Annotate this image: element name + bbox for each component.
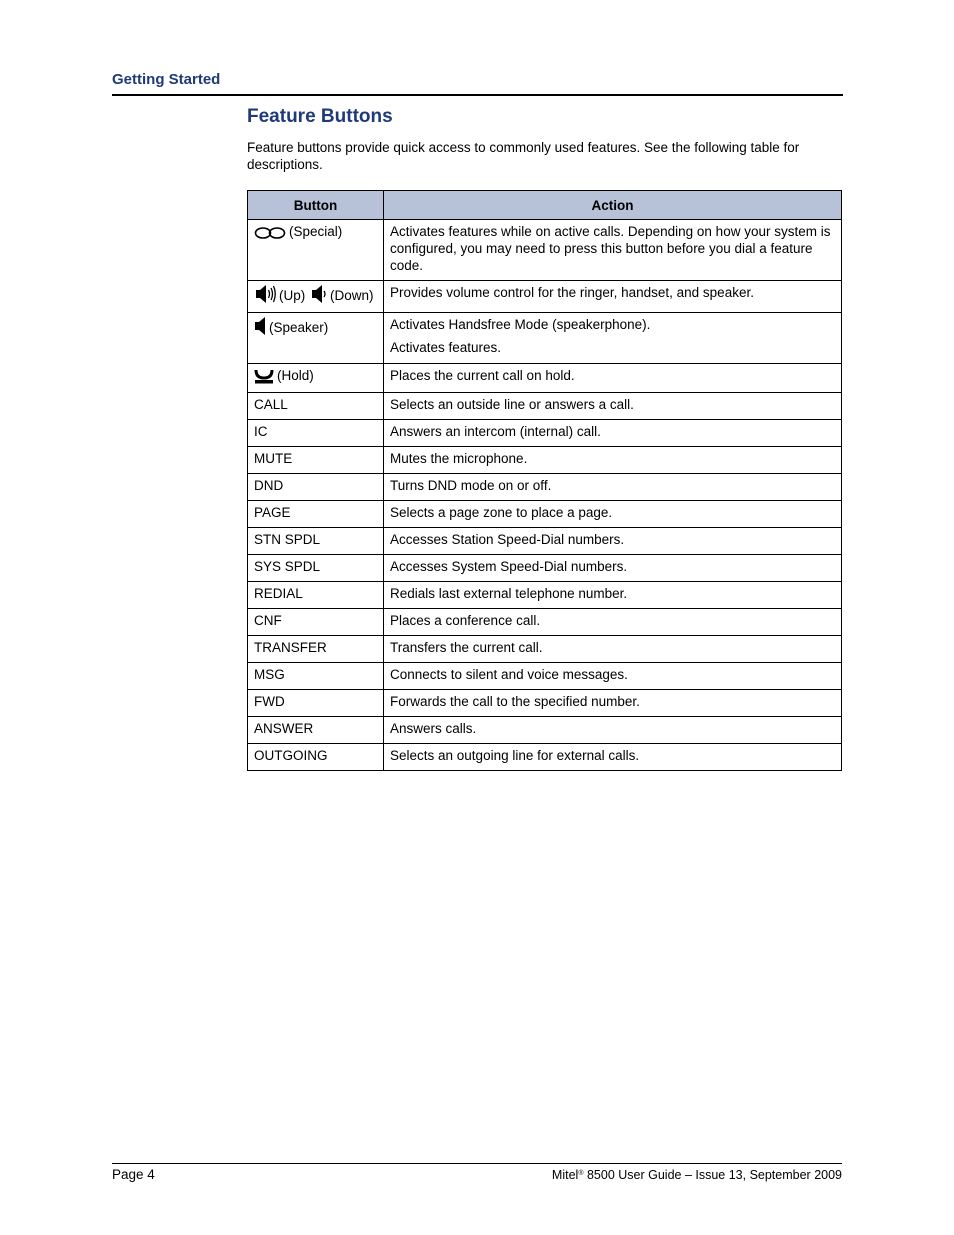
action-cell: Answers an intercom (internal) call. — [384, 420, 842, 447]
table-row — [248, 582, 842, 609]
speaker-icon — [254, 316, 266, 340]
action-cell: Accesses System Speed-Dial numbers. — [384, 555, 842, 582]
button-cell — [248, 220, 384, 281]
feature-buttons-table — [247, 190, 842, 771]
button-label-up: (Up) — [279, 288, 306, 303]
action-cell: Mutes the microphone. — [384, 447, 842, 474]
action-cell: Answers calls. — [384, 717, 842, 744]
action-cell: Transfers the current call. — [384, 636, 842, 663]
special-infinity-icon — [254, 226, 286, 244]
table-row — [248, 420, 842, 447]
volume-down-icon — [311, 284, 327, 308]
page-heading: Feature Buttons — [247, 106, 393, 127]
button-label-down: (Down) — [330, 288, 374, 303]
button-label: (Special) — [289, 224, 343, 239]
table-row — [248, 636, 842, 663]
table-row — [248, 364, 842, 393]
action-cell — [384, 313, 842, 364]
table-row — [248, 501, 842, 528]
action-cell: Connects to silent and voice messages. — [384, 663, 842, 690]
action-cell: Redials last external telephone number. — [384, 582, 842, 609]
table-row — [248, 528, 842, 555]
button-cell: CALL — [248, 393, 384, 420]
hold-icon — [254, 367, 274, 388]
action-cell: Activates features while on active calls. Depending on how your system is configured, you may need to press this button before you dial a feature code. — [384, 220, 842, 281]
button-cell: IC — [248, 420, 384, 447]
button-cell: MSG — [248, 663, 384, 690]
button-label: (Hold) — [277, 368, 314, 383]
table-row — [248, 281, 842, 313]
table-row — [248, 313, 842, 364]
button-cell: TRANSFER — [248, 636, 384, 663]
table-row — [248, 663, 842, 690]
table-row — [248, 555, 842, 582]
table-row — [248, 220, 842, 281]
action-cell: Places the current call on hold. — [384, 364, 842, 393]
table-row — [248, 744, 842, 771]
button-cell: FWD — [248, 690, 384, 717]
table-row — [248, 447, 842, 474]
button-label: (Speaker) — [269, 320, 329, 335]
action-text: Activates Handsfree Mode (speakerphone). — [390, 317, 651, 332]
table-row — [248, 393, 842, 420]
action-cell: Accesses Station Speed-Dial numbers. — [384, 528, 842, 555]
button-cell: SYS SPDL — [248, 555, 384, 582]
action-cell: Turns DND mode on or off. — [384, 474, 842, 501]
footer-document-title — [552, 1168, 842, 1182]
footer-title: 8500 User Guide – Issue 13, September 2009 — [583, 1168, 842, 1182]
table-row — [248, 474, 842, 501]
button-cell: REDIAL — [248, 582, 384, 609]
footer-brand: Mitel — [551, 1168, 579, 1182]
action-cell: Places a conference call. — [384, 609, 842, 636]
button-cell — [248, 364, 384, 393]
page-number: Page 4 — [112, 1167, 155, 1182]
button-cell: ANSWER — [248, 717, 384, 744]
action-cell: Selects an outside line or answers a call. — [384, 393, 842, 420]
table-row — [248, 717, 842, 744]
button-cell: DND — [248, 474, 384, 501]
action-cell: Selects a page zone to place a page. — [384, 501, 842, 528]
table-row — [248, 690, 842, 717]
column-header-button: Button — [248, 191, 384, 220]
table-row — [248, 609, 842, 636]
action-cell: Forwards the call to the specified number. — [384, 690, 842, 717]
table-header-row — [248, 191, 842, 220]
button-cell — [248, 281, 384, 313]
action-cell: Provides volume control for the ringer, handset, and speaker. — [384, 281, 842, 313]
button-cell: OUTGOING — [248, 744, 384, 771]
button-cell — [248, 313, 384, 364]
registered-mark: ® — [578, 1170, 584, 1177]
button-cell: PAGE — [248, 501, 384, 528]
column-header-action: Action — [384, 191, 842, 220]
intro-paragraph: Feature buttons provide quick access to commonly used features. See the following table for descriptions. — [247, 140, 800, 172]
volume-up-icon — [255, 284, 276, 308]
button-cell: STN SPDL — [248, 528, 384, 555]
button-cell: CNF — [248, 609, 384, 636]
section-header — [112, 70, 843, 96]
section-title: Getting Started — [112, 71, 221, 88]
footer-rule — [112, 1163, 842, 1164]
button-cell: MUTE — [248, 447, 384, 474]
action-cell: Selects an outgoing line for external calls. — [384, 744, 842, 771]
action-text-secondary: Activates features. — [390, 340, 502, 355]
